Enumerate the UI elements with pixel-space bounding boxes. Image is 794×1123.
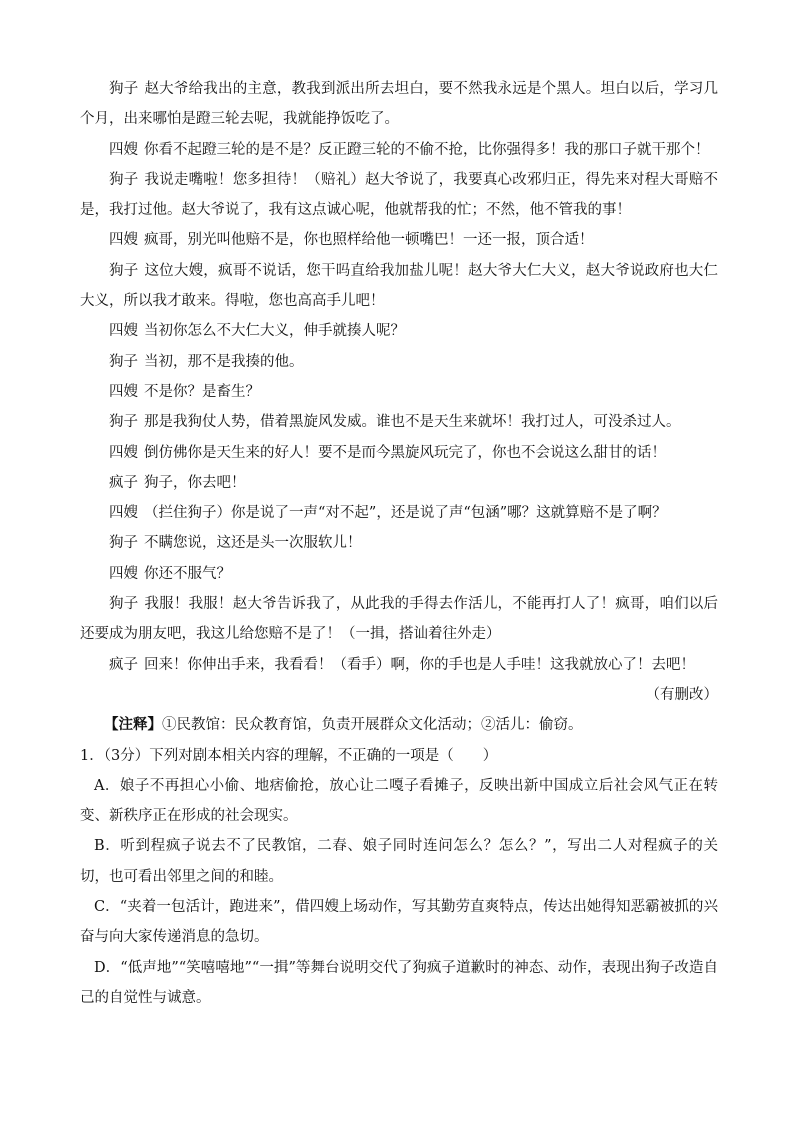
line-text: 你还不服气？ <box>144 565 231 582</box>
line-text: 那是我狗仗人势，借着黑旋风发威。谁也不是天生来就坏！我打过人，可没杀过人。 <box>144 414 681 431</box>
script-line <box>80 528 718 558</box>
speaker-name: 四嫂 <box>109 565 138 582</box>
script-line <box>80 135 718 165</box>
question-stem: 1．（3分）下列对剧本相关内容的理解，不正确的一项是（ ） <box>80 747 498 764</box>
script-line <box>80 468 718 498</box>
script-line <box>80 650 718 680</box>
speaker-name: 狗子 <box>109 81 139 97</box>
line-text: （拦住狗子）你是说了一声“对不起”，还是说了声“包涵”哪？这就算赔不是了啊？ <box>144 505 667 522</box>
line-text: 你看不起蹬三轮的是不是？反正蹬三轮的不偷不抢，比你强得多！我的那口子就干那个！ <box>144 141 710 158</box>
line-text: 不是你？是畜生？ <box>144 383 260 400</box>
speaker-name: 狗子 <box>109 535 138 552</box>
line-text: 疯哥，别光叫他赔不是，你也照样给他一顿嘴巴！一还一报，顶合适！ <box>144 232 594 249</box>
speaker-name: 狗子 <box>109 353 138 370</box>
script-line <box>80 256 718 317</box>
speaker-name: 狗子 <box>109 414 138 431</box>
option-a: A．娘子不再担心小偷、地痞偷抢，放心让二嘎子看摊子，反映出新中国成立后社会风气正在转变、新秩序正在形成的社会现实。 <box>80 777 718 825</box>
speaker-name: 四嫂 <box>109 141 138 158</box>
option-b: B．听到程疯子说去不了民教馆，二春、娘子同时连问怎么？怎么？”，写出二人对程疯子的关切，也可看出邻里之间的和睦。 <box>80 838 718 885</box>
script-line <box>80 74 718 135</box>
line-text: 当初你怎么不大仁大义，伸手就揍人呢？ <box>144 323 405 340</box>
script-line <box>80 407 718 437</box>
script-line <box>80 498 718 528</box>
annotation <box>80 710 718 740</box>
script-line <box>80 589 718 650</box>
line-text: 不瞒您说，这还是头一次服软儿！ <box>144 535 362 552</box>
document-content <box>80 74 718 1013</box>
speaker-name: 四嫂 <box>109 505 138 522</box>
speaker-name: 狗子 <box>109 596 139 613</box>
speaker-name: 四嫂 <box>109 383 138 400</box>
option-c: C．“夹着一包活计，跑进来”，借四嫂上场动作，写其勤劳直爽特点，传达出她得知恶霸被抓的兴奋与向大家传递消息的急切。 <box>80 899 718 946</box>
speaker-name: 狗子 <box>109 262 139 279</box>
speaker-name: 狗子 <box>109 171 139 188</box>
script-line <box>80 225 718 255</box>
speaker-name: 四嫂 <box>109 323 138 340</box>
speaker-name: 四嫂 <box>109 444 138 461</box>
option-d: D．“低声地”“笑嘻嘻地”“一揖”等舞台说明交代了狗疯子道歉时的神态、动作，表现出狗子改造自己的自觉性与诚意。 <box>80 959 718 1006</box>
speaker-name: 四嫂 <box>109 232 138 249</box>
line-text: 回来！你伸出手来，我看看！（看手）啊，你的手也是人手哇！这我就放心了！去吧！ <box>144 656 695 673</box>
script-line <box>80 316 718 346</box>
line-text: 赵大爷给我出的主意，教我到派出所去坦白，要不然我永远是个黑人。坦白以后，学习几个月，出来哪怕是蹬三轮去呢，我就能挣饭吃了。 <box>80 81 719 128</box>
annotation-text: ①民教馆：民众教育馆，负责开展群众文化活动；②活儿：偷窃。 <box>162 717 583 734</box>
script-line <box>80 559 718 589</box>
line-text: 狗子，你去吧！ <box>144 474 246 491</box>
line-text: 我服！我服！赵大爷告诉我了，从此我的手得去作活儿，不能再打人了！疯哥，咱们以后还要成为朋友吧，我这儿给您赔不是了！（一揖，搭讪着往外走） <box>80 596 719 643</box>
speaker-name: 疯子 <box>109 656 138 673</box>
line-text: 这位大嫂，疯哥不说话，您干吗直给我加盐儿呢！赵大爷大仁大义，赵大爷说政府也大仁大义，所以我才敢来。得啦，您也高高手儿吧！ <box>80 262 719 310</box>
line-text: 当初，那不是我揍的他。 <box>144 353 304 370</box>
annotation-label: 【注释】 <box>104 716 162 734</box>
script-line <box>80 347 718 377</box>
line-text: 我说走嘴啦！您多担待！（赔礼）赵大爷说了，我要真心改邪归正，得先来对程大哥赔不是，我打过他。赵大爷说了，我有这点诚心呢，他就帮我的忙；不然，他不管我的事！ <box>80 171 719 219</box>
speaker-name: 疯子 <box>109 474 138 491</box>
script-line <box>80 165 718 226</box>
script-line <box>80 377 718 407</box>
line-text: 倒仿佛你是天生来的好人！要不是而今黑旋风玩完了，你也不会说这么甜甘的话！ <box>144 444 666 461</box>
script-line <box>80 438 718 468</box>
source-note: （有删改） <box>645 686 718 703</box>
